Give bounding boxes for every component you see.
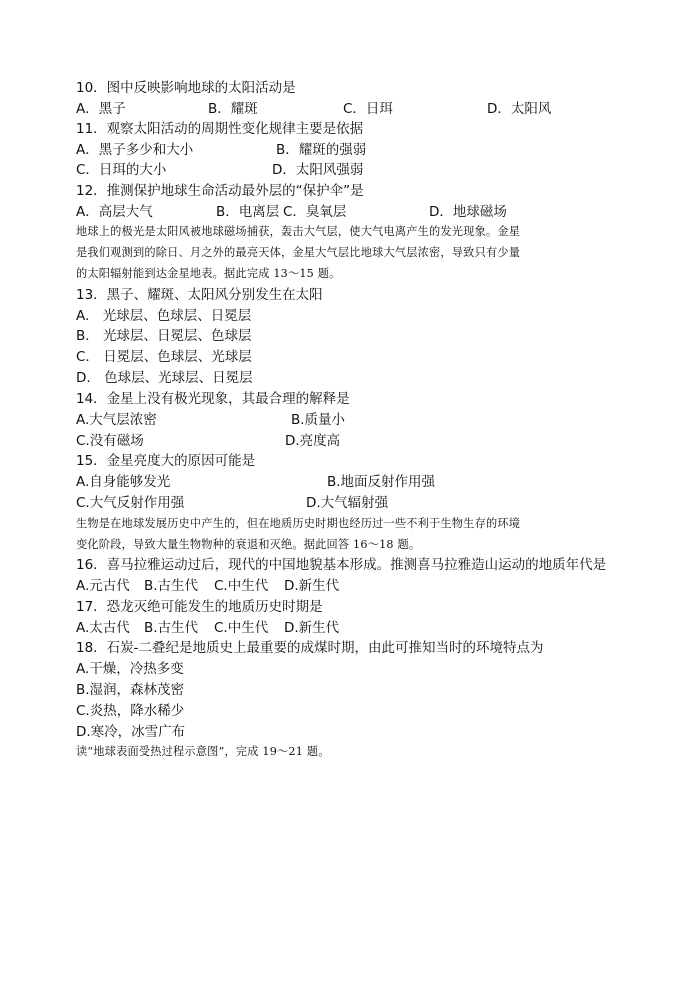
question-18-option-b: B.湿润，森林茂密 [76, 682, 185, 698]
passage-2-line-2: 变化阶段，导致大量生物物种的衰退和灭绝。据此回答 16～18 题。 [76, 538, 421, 551]
question-13-option-d: D. 色球层、光球层、日冕层 [76, 370, 253, 386]
question-16-option-a: A.元古代 [76, 578, 130, 594]
question-14-option-b: B.质量小 [291, 412, 346, 428]
question-16-option-d: D.新生代 [284, 578, 340, 594]
question-12-option-b: B．电离层 [216, 204, 280, 220]
question-12-option-c: C．臭氧层 [283, 204, 347, 220]
question-16-option-c: C.中生代 [214, 578, 269, 594]
passage-1-line-1: 地球上的极光是太阳风被地球磁场捕获，轰击大气层，使大气电离产生的发光现象。金星 [76, 225, 521, 238]
question-10-option-b: B．耀斑 [208, 101, 258, 117]
question-14-option-a: A.大气层浓密 [76, 412, 157, 428]
question-11-option-c: C．日珥的大小 [76, 162, 167, 178]
question-18-option-d: D.寒冷，冰雪广布 [76, 724, 186, 740]
passage-2-line-1: 生物是在地球发展历史中产生的，但在地质历史时期也经历过一些不利于生物生存的环境 [76, 517, 521, 530]
question-15-option-d: D.大气辐射强 [306, 495, 389, 511]
question-15-option-a: A.自身能够发光 [76, 474, 171, 490]
question-17-option-b: B.古生代 [144, 620, 199, 636]
question-17-option-a: A.太古代 [76, 620, 130, 636]
question-17-option-d: D.新生代 [284, 620, 340, 636]
question-12-stem: 12．推测保护地球生命活动最外层的“保护伞”是 [76, 183, 364, 199]
question-11-option-a: A．黑子多少和大小 [76, 142, 194, 158]
question-11-option-b: B．耀斑的强弱 [276, 142, 367, 158]
closing-instruction: 读“地球表面受热过程示意图”，完成 19～21 题。 [76, 745, 330, 758]
question-14-option-d: D.亮度高 [285, 433, 341, 449]
question-12-option-d: D．地球磁场 [429, 204, 507, 220]
question-10-option-a: A．黑子 [76, 101, 126, 117]
question-11-stem: 11．观察太阳活动的周期性变化规律主要是依据 [76, 121, 364, 137]
question-15-option-c: C.大气反射作用强 [76, 495, 185, 511]
question-10-option-d: D．太阳风 [487, 101, 552, 117]
question-13-option-a: A. 光球层、色球层、日冕层 [76, 308, 252, 324]
question-12-option-a: A．高层大气 [76, 204, 153, 220]
question-18-option-c: C.炎热，降水稀少 [76, 703, 185, 719]
question-14-option-c: C.没有磁场 [76, 433, 144, 449]
passage-1-line-2: 是我们观测到的除日、月之外的最亮天体，金星大气层比地球大气层浓密，导致只有少量 [76, 246, 521, 259]
question-13-option-b: B. 光球层、日冕层、色球层 [76, 328, 252, 344]
question-17-stem: 17．恐龙灭绝可能发生的地质历史时期是 [76, 599, 323, 615]
question-11-option-d: D．太阳风强弱 [272, 162, 364, 178]
question-16-stem: 16．喜马拉雅运动过后，现代的中国地貌基本形成。推测喜马拉雅造山运动的地质年代是 [76, 557, 607, 573]
question-15-stem: 15．金星亮度大的原因可能是 [76, 453, 256, 469]
question-15-option-b: B.地面反射作用强 [327, 474, 436, 490]
question-13-stem: 13．黑子、耀斑、太阳风分别发生在太阳 [76, 287, 323, 303]
question-17-option-c: C.中生代 [214, 620, 269, 636]
question-10-option-c: C．日珥 [343, 101, 393, 117]
question-18-option-a: A.干燥，冷热多变 [76, 661, 184, 677]
question-13-option-c: C. 日冕层、色球层、光球层 [76, 349, 252, 365]
question-14-stem: 14．金星上没有极光现象，其最合理的解释是 [76, 391, 350, 407]
passage-1-line-3: 的太阳辐射能到达金星地表。据此完成 13～15 题。 [76, 267, 341, 280]
question-18-stem: 18．石炭-二叠纪是地质史上最重要的成煤时期，由此可推知当时的环境特点为 [76, 640, 544, 656]
question-10-stem: 10．图中反映影响地球的太阳活动是 [76, 80, 296, 96]
question-16-option-b: B.古生代 [144, 578, 199, 594]
